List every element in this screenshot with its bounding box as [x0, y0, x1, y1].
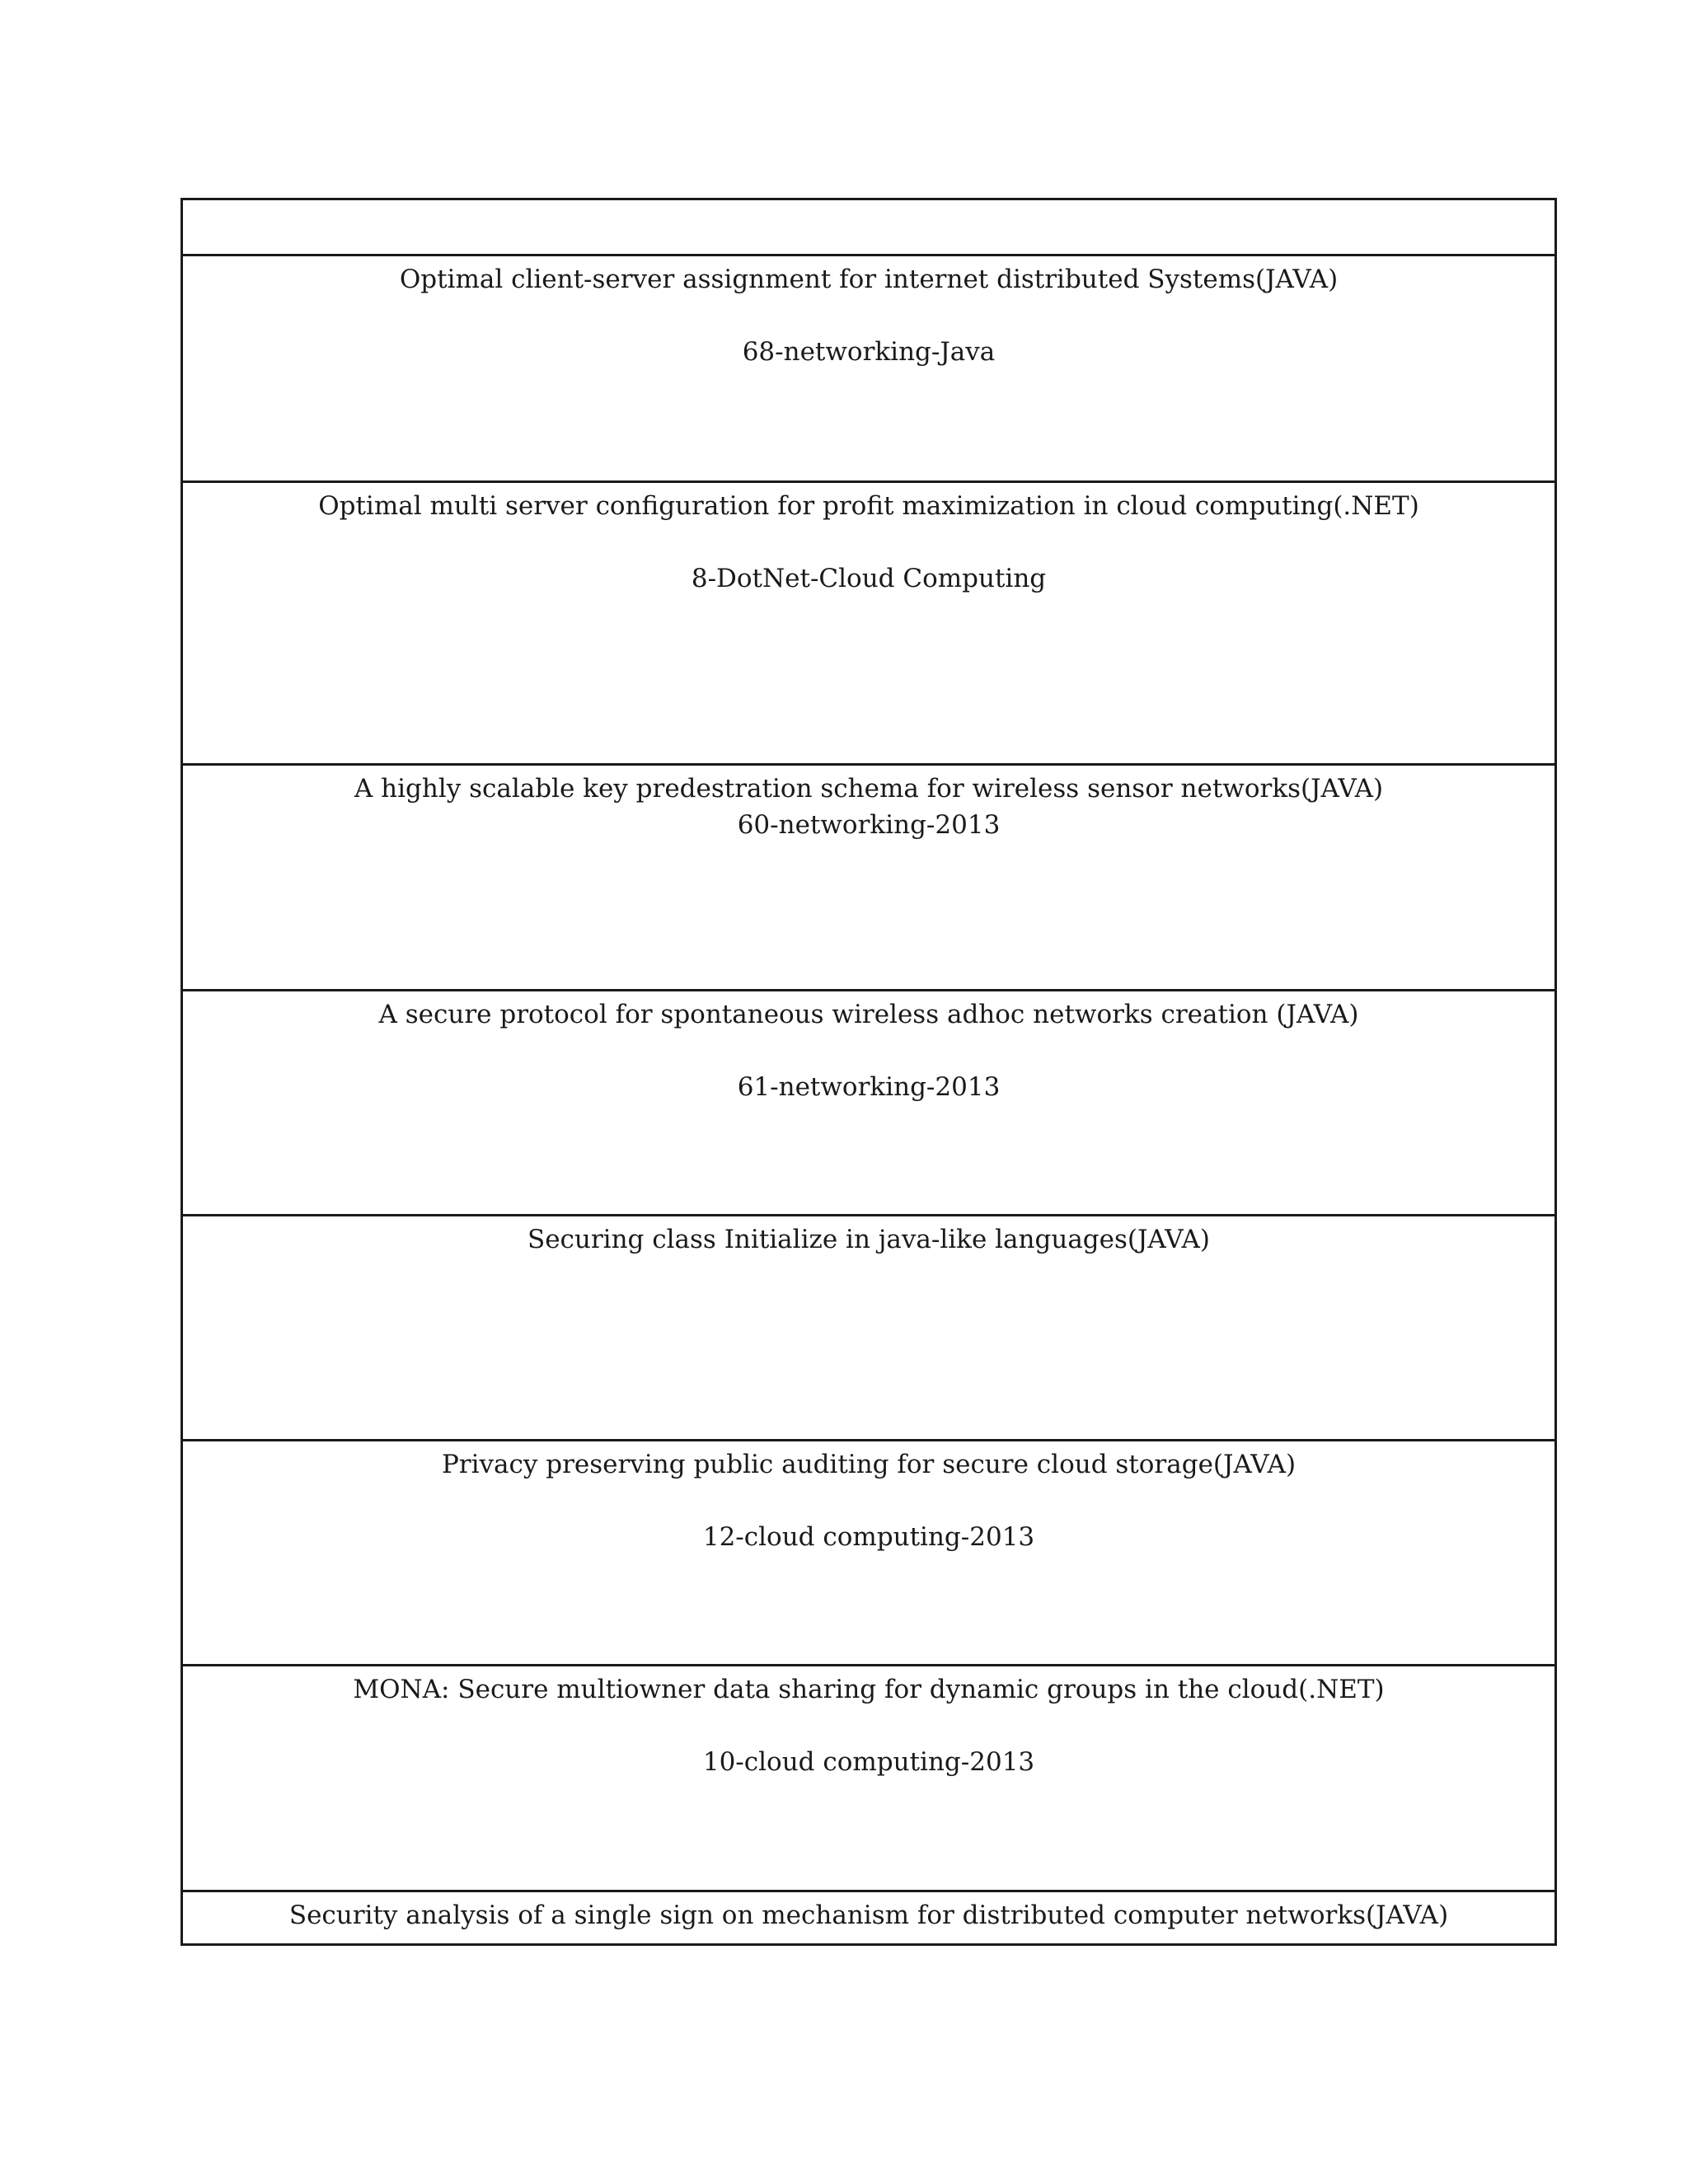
table-row: [183, 1664, 1554, 1890]
table-row: [183, 1439, 1554, 1664]
project-code: 60-networking-2013: [737, 810, 1001, 840]
project-title: MONA: Secure multiowner data sharing for dynamic groups in the cloud(.NET): [353, 1675, 1385, 1704]
project-title: Securing class Initialize in java-like languages(JAVA): [527, 1225, 1211, 1254]
project-list-table: [181, 198, 1557, 1946]
project-title: A secure protocol for spontaneous wireless adhoc networks creation (JAVA): [378, 1000, 1359, 1029]
project-title: Privacy preserving public auditing for secure cloud storage(JAVA): [441, 1450, 1296, 1479]
project-title: Security analysis of a single sign on mechanism for distributed computer networks(JAVA): [288, 1900, 1449, 1930]
table-header-row: [183, 200, 1554, 254]
table-row: [183, 254, 1554, 480]
table-row: [183, 1214, 1554, 1439]
project-code: 8-DotNet-Cloud Computing: [691, 564, 1047, 593]
project-code: 61-networking-2013: [737, 1072, 1001, 1102]
table-row: [183, 763, 1554, 989]
table-row: [183, 989, 1554, 1214]
project-code: 68-networking-Java: [742, 337, 996, 367]
table-row: [183, 480, 1554, 763]
project-code: 12-cloud computing-2013: [702, 1522, 1035, 1552]
project-code: 10-cloud computing-2013: [702, 1747, 1035, 1777]
project-title: Optimal multi server configuration for profit maximization in cloud computing(.NET): [318, 491, 1419, 521]
table-row: [183, 1890, 1554, 1943]
project-title: A highly scalable key predestration schema for wireless sensor networks(JAVA): [354, 774, 1384, 804]
project-title: Optimal client-server assignment for internet distributed Systems(JAVA): [399, 265, 1339, 294]
